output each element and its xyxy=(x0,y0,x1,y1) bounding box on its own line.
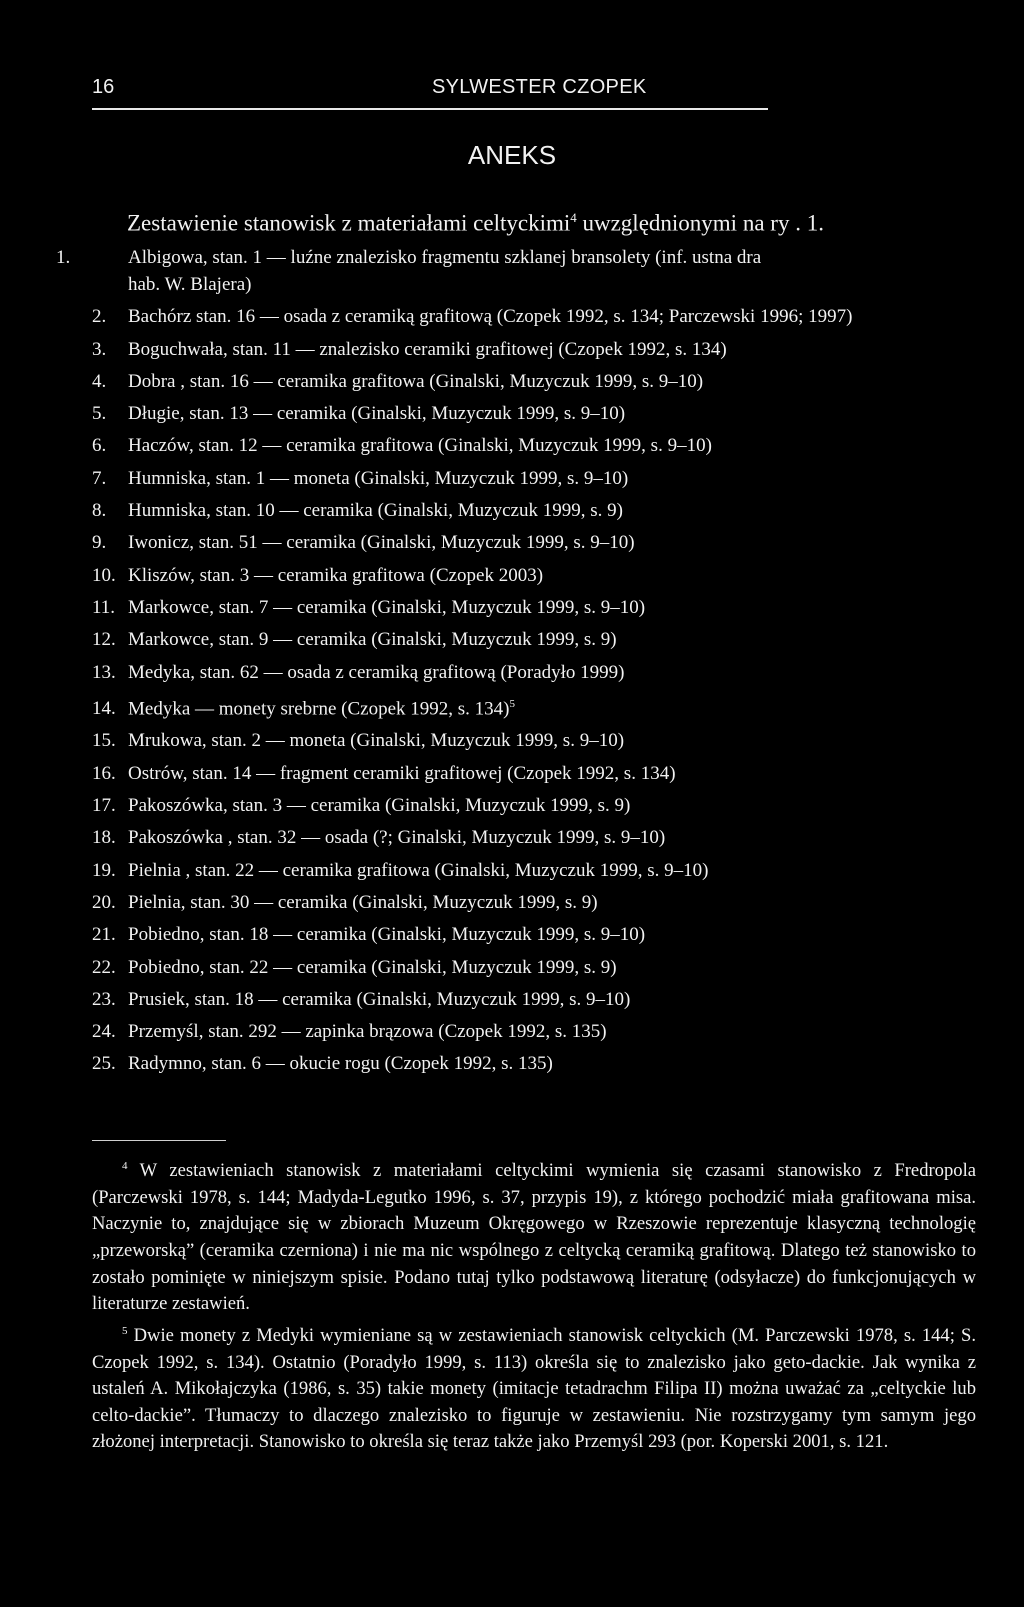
list-item-number: 8. xyxy=(92,500,107,522)
list-heading xyxy=(127,210,824,237)
list-item-text: Medyka — monety srebrne (Czopek 1992, s. 134) xyxy=(128,698,510,720)
list-item-text: Ostrów, stan. 14 — fragment ceramiki grafitowej (Czopek 1992, s. 134) xyxy=(128,762,676,784)
list-item xyxy=(92,594,772,621)
list-item xyxy=(92,336,772,363)
list-item-text: Pielnia , stan. 22 — ceramika grafitowa (Ginalski, Muzyczuk 1999, s. 9–10) xyxy=(128,859,709,881)
running-header xyxy=(92,76,768,106)
list-item-number: 9. xyxy=(92,532,107,554)
list-item xyxy=(92,626,772,653)
list-item-number: 1. xyxy=(56,247,71,268)
list-item xyxy=(92,954,772,981)
list-item xyxy=(92,368,772,395)
list-item-text: Dobra , stan. 16 — ceramika grafitowa (Ginalski, Muzyczuk 1999, s. 9–10) xyxy=(128,370,704,392)
list-item-number: 7. xyxy=(92,467,107,489)
section-title: ANEKS xyxy=(467,140,557,170)
footnote-rule xyxy=(92,1140,226,1141)
list-item-number: 2. xyxy=(92,306,107,328)
footnote-ref: 5 xyxy=(509,697,516,710)
list-item xyxy=(92,562,772,589)
list-item xyxy=(92,659,772,686)
list-item-text: Pakoszówka, stan. 3 — ceramika (Ginalski, Muzyczuk 1999, s. 9) xyxy=(128,795,631,817)
list-item-text: Humniska, stan. 1 — moneta (Ginalski, Muzyczuk 1999, s. 9–10) xyxy=(128,467,629,489)
list-heading-suffix: uwzględnionymi na ry . 1. xyxy=(576,210,824,236)
list-item-number: 4. xyxy=(92,370,107,392)
list-item-text: Długie, stan. 13 — ceramika (Ginalski, Muzyczuk 1999, s. 9–10) xyxy=(128,403,626,425)
list-item-number: 10. xyxy=(92,564,116,586)
list-item-number: 5. xyxy=(92,403,107,425)
list-item-text: Iwonicz, stan. 51 — ceramika (Ginalski, Muzyczuk 1999, s. 9–10) xyxy=(128,532,635,554)
page-number: 16 xyxy=(92,76,115,98)
list-item xyxy=(92,760,772,787)
list-item xyxy=(92,529,772,556)
list-item-number: 17. xyxy=(92,795,116,817)
list-item-text: Humniska, stan. 10 — ceramika (Ginalski, Muzyczuk 1999, s. 9) xyxy=(128,500,623,522)
list-item-text: Kliszów, stan. 3 — ceramika grafitowa (Czopek 2003) xyxy=(128,564,544,586)
list-item-text: Markowce, stan. 9 — ceramika (Ginalski, Muzyczuk 1999, s. 9) xyxy=(128,629,617,651)
list-item xyxy=(92,1018,772,1045)
list-item xyxy=(92,727,772,754)
list-item xyxy=(92,465,772,492)
list-item-number: 14. xyxy=(92,698,116,720)
list-item-text: Markowce, stan. 7 — ceramika (Ginalski, Muzyczuk 1999, s. 9–10) xyxy=(128,596,646,618)
list-item-number: 12. xyxy=(92,629,116,651)
list-item-text: Radymno, stan. 6 — okucie rogu (Czopek 1992, s. 135) xyxy=(128,1053,553,1075)
list-item-number: 23. xyxy=(92,988,116,1010)
list-item-text: Boguchwała, stan. 11 — znalezisko ceramiki grafitowej (Czopek 1992, s. 134) xyxy=(128,338,727,360)
list-item-number: 3. xyxy=(92,338,107,360)
list-item-text: Przemyśl, stan. 292 — zapinka brązowa (Czopek 1992, s. 135) xyxy=(128,1021,607,1043)
list-item xyxy=(92,497,772,524)
list-item-number: 19. xyxy=(92,859,116,881)
list-item-number: 24. xyxy=(92,1021,116,1043)
list-item-number: 13. xyxy=(92,661,116,683)
list-item-text: Pobiedno, stan. 18 — ceramika (Ginalski, Muzyczuk 1999, s. 9–10) xyxy=(128,924,646,946)
footnote-marker: 5 xyxy=(122,1324,128,1337)
list-item xyxy=(92,792,772,819)
list-item xyxy=(92,986,772,1013)
list-heading-text: Zestawienie stanowisk z materiałami celtyckimi xyxy=(127,210,571,236)
list-item-text: Prusiek, stan. 18 — ceramika (Ginalski, Muzyczuk 1999, s. 9–10) xyxy=(128,988,631,1010)
footnote-text: Dwie monety z Medyki wymieniane są w zestawieniach stanowisk celtyckich (M. Parczewski 1978, s. 144; S. Czopek 1992, s. 134). Ostatnio (Poradyło 1999, s. 113) określa się to znalezisko jako geto-dackie. Jak wynika z ustaleń A. Mikołajczyka (1986, s. 35) takie monety (imitacje tetadrachm Filipa II) można uważać za „celtyckie lub celto-dackie”. Tłumaczy to dlaczego znalezisko to figuruje w zestawieniu. Nie rozstrzygamy tym samym jego złożonej interpretacji. Stanowisko to określa się teraz także jako Przemyśl 293 (por. Koperski 2001, s. 121. xyxy=(92,1324,976,1453)
list-item-text: Pakoszówka , stan. 32 — osada (?; Ginalski, Muzyczuk 1999, s. 9–10) xyxy=(128,827,666,849)
list-item xyxy=(92,1050,772,1077)
footnotes xyxy=(92,1153,976,1456)
list-item-text: Pobiedno, stan. 22 — ceramika (Ginalski, Muzyczuk 1999, s. 9) xyxy=(128,956,617,978)
list-item-number: 11. xyxy=(92,596,116,618)
list-item xyxy=(92,921,772,948)
list-item-number: 22. xyxy=(92,956,116,978)
footnote-marker: 4 xyxy=(122,1160,128,1172)
list-item xyxy=(92,857,772,884)
list-item-text: Mrukowa, stan. 2 — moneta (Ginalski, Muzyczuk 1999, s. 9–10) xyxy=(128,730,625,752)
list-item-number: 18. xyxy=(92,827,116,849)
list-item-text: Pielnia, stan. 30 — ceramika (Ginalski, Muzyczuk 1999, s. 9) xyxy=(128,891,598,913)
list-item-text: Albigowa, stan. 1 — luźne znalezisko fragmentu szklanej bransolety (inf. ustna dra hab. W. Blajera) xyxy=(128,247,762,295)
footnote-text: W zestawieniach stanowisk z materiałami celtyckimi wymienia się czasami stanowisko z Fredropola (Parczewski 1978, s. 144; Madyda-Legutko 1996, s. 37, przypis 19), z którego pochodzić miała grafitowana misa. Naczynie to, znajdujące się w zbiorach Muzeum Okręgowego w Rzeszowie reprezentuje klasyczną technologię „przeworską” (ceramika czerniona) i nie ma nic wspólnego z celtycką ceramiką grafitową. Dlatego też stanowisko to zostało pominięte w niniejszym spisie. Podano tutaj tylko podstawową literaturę (odsyłacze) do funkcjonujących w literaturze zestawień. xyxy=(92,1160,976,1315)
list-item-text: Bachórz stan. 16 — osada z ceramiką grafitową (Czopek 1992, s. 134; Parczewski 1996; 1997) xyxy=(128,306,853,328)
list-item xyxy=(92,889,772,916)
footnote-ref: 4 xyxy=(570,210,577,225)
list-item-number: 25. xyxy=(92,1053,116,1075)
list-item xyxy=(92,824,772,851)
footnote-5 xyxy=(92,1318,976,1456)
running-title: SYLWESTER CZOPEK xyxy=(432,76,647,98)
list-item-number: 21. xyxy=(92,924,116,946)
list-item-text: Haczów, stan. 12 — ceramika grafitowa (Ginalski, Muzyczuk 1999, s. 9–10) xyxy=(128,435,712,457)
list-item xyxy=(92,400,772,427)
list-item-number: 20. xyxy=(92,891,116,913)
list-item xyxy=(92,432,772,459)
list-item xyxy=(56,244,768,298)
list-item xyxy=(92,303,853,330)
header-rule xyxy=(92,108,768,110)
footnote-4 xyxy=(92,1153,976,1318)
list-item-number: 15. xyxy=(92,730,116,752)
list-item-number: 16. xyxy=(92,762,116,784)
list-item-text: Medyka, stan. 62 — osada z ceramiką grafitową (Poradyło 1999) xyxy=(128,661,625,683)
site-list xyxy=(56,244,853,1083)
list-item-number: 6. xyxy=(92,435,107,457)
list-item xyxy=(92,691,772,722)
